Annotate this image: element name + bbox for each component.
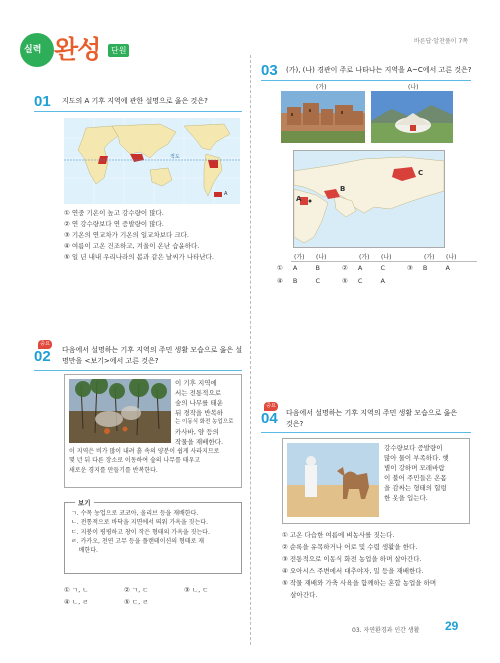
- q01-world-map: [64, 118, 240, 204]
- q03-choice-mark: ⑤: [342, 277, 348, 285]
- q02-bogi-item: ㄹ. 카카오, 천연 고무 등을 플랜테이션의 형태로 재: [71, 537, 205, 545]
- q02-passage-full: [69, 447, 239, 475]
- q02-passage-box: [64, 374, 242, 488]
- q03-question: (가), (나) 경관이 주로 나타나는 지역을 A~C에서 고른 것은?: [286, 66, 472, 74]
- badge-main-label: 완성: [54, 36, 101, 64]
- q03-answer-table: [277, 252, 477, 292]
- q01-rule: [34, 111, 242, 112]
- q02-bogi-title: 보기: [75, 498, 94, 507]
- q02-passage-side: [175, 378, 239, 447]
- q03-map-label-c: C: [418, 169, 424, 177]
- q03-map-label-b: B: [340, 185, 346, 193]
- q03-choice-1[interactable]: [277, 263, 320, 274]
- q02-bogi-item: ㄷ. 지붕이 평평하고 창이 작은 형태의 가옥을 짓는다.: [71, 528, 210, 536]
- q04-passage-line: 볕이 강하며 모래바람: [384, 464, 445, 473]
- q03-choice-ga: A: [357, 264, 363, 272]
- q03-choice-2[interactable]: [342, 263, 385, 274]
- q03-choice-na: A: [380, 277, 385, 285]
- q03-photo-label-na: (나): [408, 84, 419, 91]
- q03-col-ga: (가): [424, 254, 435, 261]
- q01-question: 지도의 A 기후 지역에 관한 설명으로 옳은 것은?: [62, 97, 208, 105]
- q03-photo-na: [371, 91, 453, 143]
- q02-side-line: 는 이동식 화전 농업으로: [175, 419, 234, 426]
- q02-question-line2: 명만을 <보기>에서 고른 것은?: [62, 357, 159, 365]
- q01-choice-4[interactable]: ④ 여름이 고온 건조하고, 겨울이 온난 습윤하다.: [64, 242, 200, 250]
- q03-choice-na: B: [315, 264, 320, 272]
- q04-important-badge: 중요: [264, 402, 278, 411]
- q04-passage-line: 을 감싸는 형태의 헐렁: [384, 484, 447, 493]
- q01-equator-label: 적도: [170, 154, 180, 160]
- footer-section: 03. 자연환경과 인간 생활: [352, 627, 420, 634]
- q02-side-line: 서는 전통적으로: [175, 389, 222, 398]
- q03-choice-ga: B: [292, 277, 298, 285]
- q03-photo-label-ga: (가): [316, 84, 327, 91]
- q03-number: 03: [261, 62, 278, 79]
- q03-choice-mark: ①: [277, 264, 283, 272]
- q03-choice-ga: A: [292, 264, 298, 272]
- q02-side-line: 카사바, 얌 등의: [175, 427, 219, 436]
- q02-choice-3[interactable]: ③ ㄴ, ㄷ: [184, 586, 209, 594]
- q03-choice-mark: ②: [342, 264, 348, 272]
- q03-table-rule: [291, 261, 477, 262]
- q03-choice-4[interactable]: [277, 276, 320, 287]
- q02-full-line: 몇 년 뒤 다른 장소로 이동하여 숲의 나무를 태우고: [69, 457, 201, 465]
- q02-rule: [34, 370, 242, 371]
- q01-choice-5[interactable]: ⑤ 일 년 내내 우리나라의 봄과 같은 날씨가 나타난다.: [64, 253, 215, 261]
- q02-forest-photo: [69, 379, 171, 443]
- q04-number: 04: [261, 410, 278, 427]
- q04-passage-box: [282, 438, 470, 524]
- q03-choice-5[interactable]: [342, 276, 385, 287]
- q02-number: 02: [34, 348, 51, 365]
- q04-desert-photo: [287, 443, 379, 517]
- q04-choice-5-cont: 살아간다.: [282, 591, 318, 599]
- q03-choice-ga: B: [422, 264, 428, 272]
- q02-side-line: 작물을 재배한다.: [175, 437, 224, 446]
- q03-col-ga: (가): [359, 254, 370, 261]
- q02-bogi-list: [71, 509, 239, 555]
- q02-side-line: 뒤 경작을 반복하: [175, 409, 224, 418]
- q04-passage-line: 한 옷을 입는다.: [384, 494, 428, 503]
- q02-side-line: 이 기후 지역에: [175, 379, 217, 387]
- running-head: 바른답·알찬풀이 7쪽: [413, 38, 468, 45]
- q01-choice-1[interactable]: ① 연중 기온이 높고 강수량이 많다.: [64, 209, 164, 217]
- q02-choice-5[interactable]: ⑤ ㄷ, ㄹ: [124, 598, 149, 606]
- q02-choice-1[interactable]: ① ㄱ, ㄴ: [64, 586, 89, 594]
- q02-question-line1: 다음에서 설명하는 기후 지역의 주민 생활 모습으로 옳은 설: [62, 346, 243, 354]
- q03-rule: [261, 80, 471, 81]
- q03-choice-mark: ③: [407, 264, 413, 272]
- q04-passage-line: 이 불어 주민들은 온몸: [384, 474, 447, 483]
- q03-map-label-a: A: [296, 195, 302, 203]
- q01-number: 01: [34, 93, 51, 110]
- q03-choice-na: C: [380, 264, 385, 272]
- q04-passage-line: 강수량보다 증발량이: [384, 444, 443, 452]
- q03-col-ga: (가): [294, 254, 305, 261]
- q04-question-line2: 것은?: [286, 420, 304, 428]
- q04-choice-3[interactable]: ③ 전통적으로 이동식 화전 농업을 하며 살아간다.: [282, 555, 422, 563]
- q03-choice-3[interactable]: [407, 263, 450, 274]
- q04-passage-text: [384, 443, 468, 503]
- q03-region-map: [293, 150, 445, 248]
- section-badge: [20, 30, 138, 72]
- q03-choice-ga: C: [357, 277, 363, 285]
- q02-bogi-item: ㄴ. 전통적으로 바닥을 지면에서 띄워 가옥을 짓는다.: [71, 519, 208, 527]
- q04-choice-2[interactable]: ② 순록을 유목하거나 어로 및 수렵 생활을 한다.: [282, 543, 418, 551]
- q02-choice-2[interactable]: ② ㄱ, ㄷ: [124, 586, 149, 594]
- q02-bogi-item: ㄱ. 수목 농업으로 코코아, 올리브 등을 재배한다.: [71, 510, 199, 517]
- q02-side-line: 숲의 나무를 태운: [175, 399, 224, 408]
- q04-choice-1[interactable]: ① 고온 다습한 여름에 벼농사를 짓는다.: [282, 531, 395, 539]
- q03-col-na: (나): [446, 254, 457, 261]
- q02-full-line: 이 지역은 비가 많이 내려 흙 속의 양분이 쉽게 사라지므로: [69, 448, 220, 455]
- q02-choice-4[interactable]: ④ ㄴ, ㄹ: [64, 598, 89, 606]
- q03-choice-na: A: [445, 264, 450, 272]
- q03-col-na: (나): [381, 254, 392, 261]
- column-divider: [250, 55, 251, 645]
- q02-bogi-box: [64, 499, 242, 574]
- q02-bogi-item: 배한다.: [71, 547, 98, 555]
- badge-suffix: 단원: [108, 44, 129, 57]
- badge-top-label: 실력: [24, 44, 42, 54]
- q01-legend-a: A: [224, 191, 228, 197]
- q03-photo-ga: [281, 91, 365, 143]
- q04-passage-line: 많아 물이 부족하다. 햇: [384, 454, 449, 463]
- q03-choice-na: C: [315, 277, 320, 285]
- q03-col-na: (나): [316, 254, 327, 261]
- q04-choice-4[interactable]: ④ 오아시스 주변에서 대추야자, 밀 등을 재배한다.: [282, 567, 424, 575]
- page-number: 29: [445, 619, 459, 633]
- q03-choice-mark: ④: [277, 277, 283, 285]
- q04-choice-5[interactable]: ⑤ 작물 재배와 가축 사육을 함께하는 혼합 농업을 하며: [282, 579, 437, 587]
- q02-important-badge: 중요: [38, 340, 52, 349]
- q02-full-line: 새로운 경지를 만들기를 반복한다.: [69, 466, 158, 474]
- q01-choice-2[interactable]: ② 연 강수량보다 연 증발량이 많다.: [64, 220, 164, 228]
- q04-rule: [261, 432, 471, 433]
- q01-choice-3[interactable]: ③ 기온의 연교차가 기온의 일교차보다 크다.: [64, 231, 189, 239]
- q04-question-line1: 다음에서 설명하는 기후 지역의 주민 생활 모습으로 옳은: [286, 409, 458, 417]
